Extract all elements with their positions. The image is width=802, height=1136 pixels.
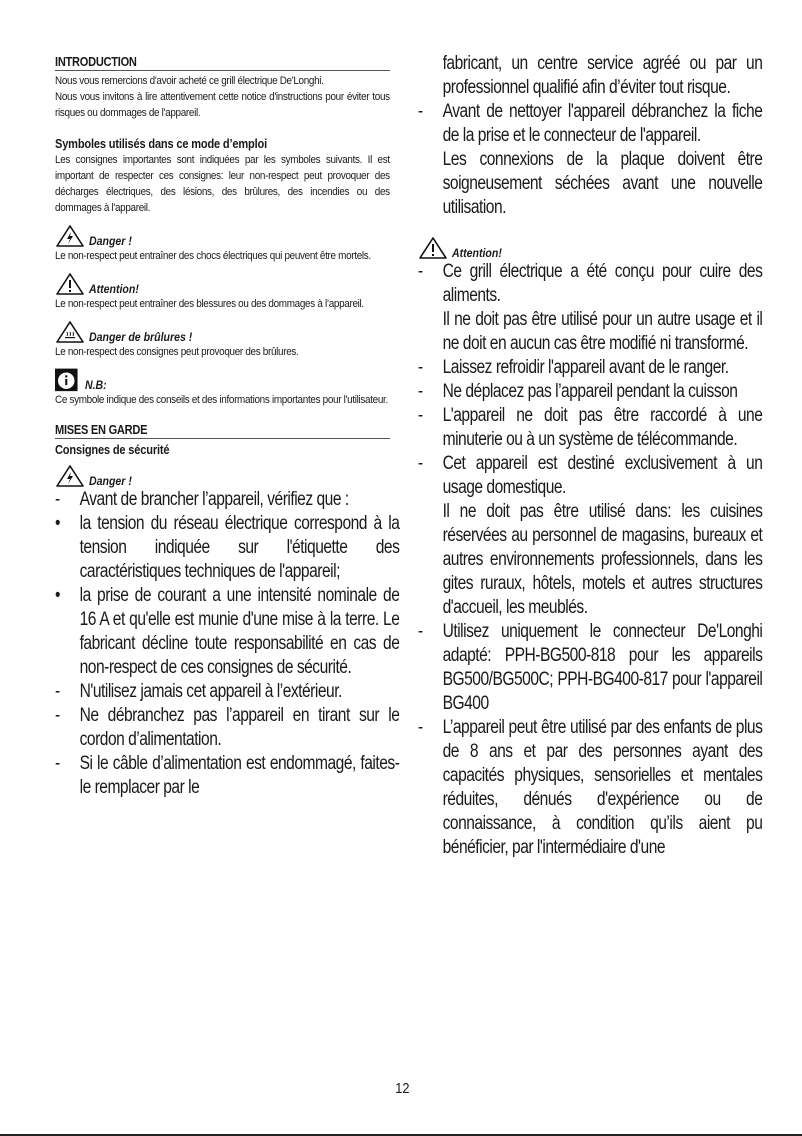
electric-hazard-icon xyxy=(55,464,85,488)
list-item: - Laissez refroidir l'appareil avant de le ranger. xyxy=(418,357,729,378)
page-number: 12 xyxy=(395,1080,410,1097)
hot-surface-icon xyxy=(55,320,85,344)
safety-subheading: Consignes de sécurité xyxy=(55,442,170,457)
attention-marker xyxy=(418,234,758,260)
symbol-label: Danger de brûlures ! xyxy=(89,330,193,344)
list-item: Il ne doit pas être utilisé pour un autre usage et il ne doit en aucun cas être modifié ni transformé. xyxy=(442,309,763,354)
list-item: • la tension du réseau électrique correspond à la tension indiquée sur l'étiquette des caractéristiques techniques de l'appareil; xyxy=(55,513,400,582)
symbol-description: Ce symbole indique des conseils et des informations importantes pour l'utilisateur. xyxy=(55,394,388,406)
symbol-description: Le non-respect peut entraîner des chocs électriques qui peuvent être mortels. xyxy=(55,250,371,262)
symbol-attention xyxy=(55,270,390,296)
list-item: - Si le câble d’alimentation est endommagé, faites-le remplacer par le xyxy=(55,753,400,798)
heading-rule xyxy=(55,70,390,71)
warnings-heading: MISES EN GARDE xyxy=(55,422,148,437)
list-item: - Avant de nettoyer l'appareil débranchez la fiche de la prise et le connecteur de l'appareil. xyxy=(418,101,763,146)
right-column xyxy=(418,52,763,860)
symbol-burn xyxy=(55,318,390,344)
list-item: - Utilisez uniquement le connecteur De'Longhi adapté: PPH-BG500-818 pour les appareils BG500/BG500C; PPH-BG400-817 pour l'appareil BG400 xyxy=(418,621,763,714)
list-item: - Avant de brancher l’appareil, vérifiez que : xyxy=(55,489,349,510)
warnings-danger xyxy=(55,462,390,488)
attention-list xyxy=(418,260,762,860)
heading-rule xyxy=(55,438,390,439)
introduction-heading: INTRODUCTION xyxy=(55,54,137,69)
list-item: - Cet appareil est destiné exclusivement à un usage domestique. xyxy=(418,453,763,498)
list-item: Les connexions de la plaque doivent être soigneusement séchées avant une nouvelle utilisation. xyxy=(442,149,763,218)
warnings-continued xyxy=(418,52,762,220)
symbol-description: Le non-respect des consignes peut provoquer des brûlures. xyxy=(55,346,299,358)
continuation-text: fabricant, un centre service agréé ou par un professionnel qualifié afin d’éviter tout risque. xyxy=(442,53,763,98)
attention-label: Attention! xyxy=(452,246,502,260)
warnings-list xyxy=(55,488,399,800)
electric-hazard-icon xyxy=(55,224,85,248)
symbol-label: N.B: xyxy=(85,378,107,392)
list-item: Il ne doit pas être utilisé dans: les cuisines réservées au personnel de magasins, bureaux et autres environnements professionnels, dans les gites ruraux, hôtels, motels et autres structures d'accueil, les meublés. xyxy=(442,501,763,618)
symbol-info xyxy=(55,366,390,392)
symbol-label: Danger ! xyxy=(89,234,132,248)
danger-label: Danger ! xyxy=(89,474,132,488)
list-item: - L'appareil ne doit pas être raccordé à une minuterie ou à un système de télécommande. xyxy=(418,405,763,450)
list-item: - L’appareil peut être utilisé par des enfants de plus de 8 ans et par des personnes ayant des capacités physiques, sensorielles et mentales réduites, dénués d'expérience ou de connaissance, à condition qu’ils aient pu bénéficier, par l'intermédiaire d'une xyxy=(418,717,763,858)
symbol-label: Attention! xyxy=(89,282,139,296)
left-column xyxy=(55,54,400,800)
list-item: - N'utilisez jamais cet appareil à l’extérieur. xyxy=(55,681,342,702)
symbol-danger xyxy=(55,222,390,248)
list-item: - Ne débranchez pas l’appareil en tirant sur le cordon d’alimentation. xyxy=(55,705,400,750)
symbol-description: Le non-respect peut entraîner des blessures ou des dommages à l’appareil. xyxy=(55,298,364,310)
list-item: - Ne déplacez pas l’appareil pendant la cuisson xyxy=(418,381,738,402)
intro-paragraph-1: Nous vous remercions d'avoir acheté ce grill électrique De'Longhi. xyxy=(55,75,324,87)
list-item: - Ce grill électrique a été conçu pour cuire des aliments. xyxy=(418,261,763,306)
info-icon xyxy=(55,366,81,392)
warning-icon xyxy=(418,236,448,260)
intro-paragraph-2: Nous vous invitons à lire attentivement cette notice d'instructions pour éviter tous risques ou dommages de l'appareil. xyxy=(55,91,390,119)
symbols-paragraph: Les consignes importantes sont indiquées par les symboles suivants. Il est important de respecter ces consignes: leur non-respect peut provoquer des décharges électriques, des lésions, des brûlures, des incendies ou des dommages à l'appareil. xyxy=(55,154,390,214)
warning-icon xyxy=(55,272,85,296)
symbols-heading: Symboles utilisés dans ce mode d’emploi xyxy=(55,136,267,151)
list-item: • la prise de courant a une intensité nominale de 16 A et qu'elle est munie d'une mise à la terre. Le fabricant décline toute responsabilité en cas de non-respect de ces consignes de sécurité. xyxy=(55,585,400,678)
